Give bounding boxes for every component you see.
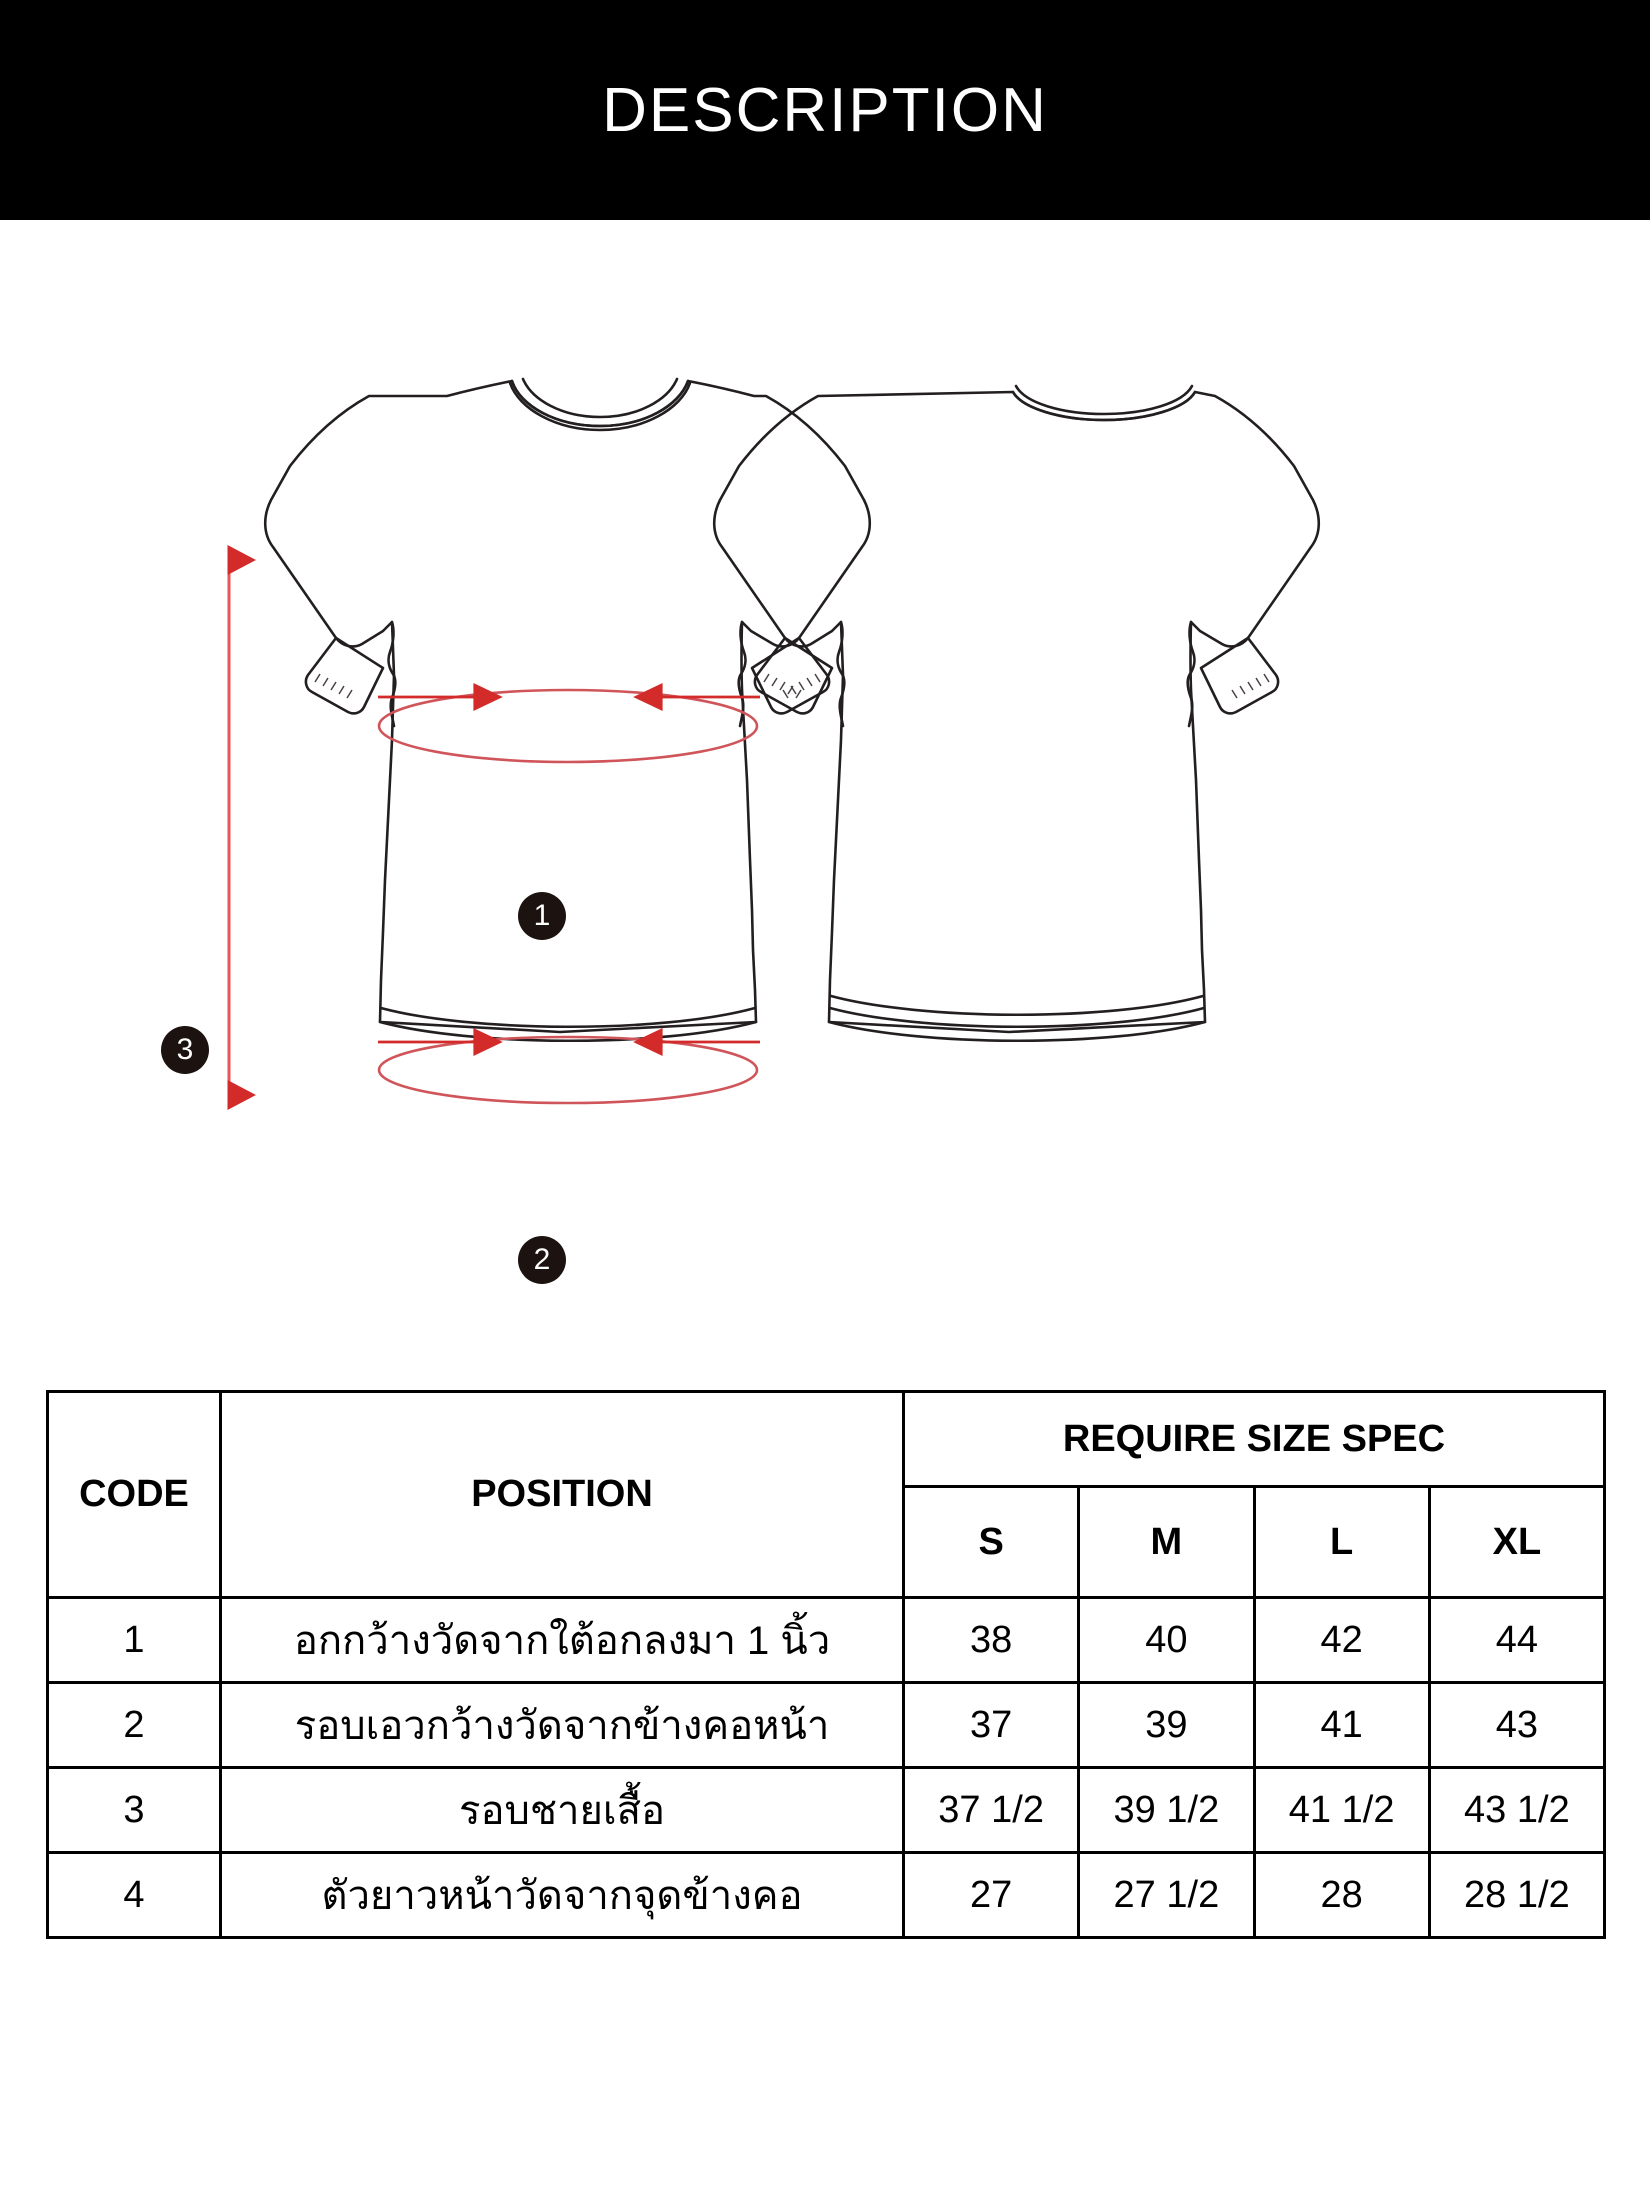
measure-marker-3: 3: [161, 1026, 209, 1074]
row-position: รอบชายเสื้อ: [221, 1768, 904, 1853]
cuff-ribbing-back: [764, 674, 1269, 698]
front-view-outline: [265, 379, 870, 1041]
row-position: อกกว้างวัดจากใต้อกลงมา 1 นิ้ว: [221, 1598, 904, 1683]
header-size-xl: XL: [1429, 1487, 1604, 1598]
sweatshirt-technical-drawing: [0, 220, 1650, 1350]
row-value-l: 41: [1254, 1683, 1429, 1768]
row-value-xl: 28 1/2: [1429, 1853, 1604, 1938]
row-code: 2: [48, 1683, 221, 1768]
row-value-s: 37 1/2: [904, 1768, 1079, 1853]
row-value-m: 27 1/2: [1079, 1853, 1254, 1938]
table-row: [48, 1683, 1605, 1768]
row-position: รอบเอวกว้างวัดจากข้างคอหน้า: [221, 1683, 904, 1768]
measure-chest-ellipse: [378, 690, 760, 762]
table-body: [48, 1598, 1605, 1938]
size-spec-table-container: [46, 1390, 1606, 1939]
row-position: ตัวยาวหน้าวัดจากจุดข้างคอ: [221, 1853, 904, 1938]
back-view-outline: [714, 386, 1319, 1041]
page-title: DESCRIPTION: [602, 75, 1048, 145]
row-value-l: 41 1/2: [1254, 1768, 1429, 1853]
row-code: 1: [48, 1598, 221, 1683]
row-code: 4: [48, 1853, 221, 1938]
header-size-m: M: [1079, 1487, 1254, 1598]
row-value-xl: 43: [1429, 1683, 1604, 1768]
row-value-m: 40: [1079, 1598, 1254, 1683]
header-code: CODE: [48, 1392, 221, 1598]
table-row: [48, 1768, 1605, 1853]
measure-hem-ellipse: [378, 1037, 760, 1103]
table-header-row-top: [48, 1392, 1605, 1487]
cuff-ribbing-front: [315, 674, 820, 698]
header-position: POSITION: [221, 1392, 904, 1598]
measure-marker-1: 1: [518, 892, 566, 940]
size-spec-table: [46, 1390, 1606, 1939]
row-code: 3: [48, 1768, 221, 1853]
header-size-s: S: [904, 1487, 1079, 1598]
garment-illustration: [0, 220, 1650, 1350]
table-row: [48, 1853, 1605, 1938]
table-head: [48, 1392, 1605, 1598]
row-value-xl: 43 1/2: [1429, 1768, 1604, 1853]
row-value-s: 37: [904, 1683, 1079, 1768]
row-value-l: 42: [1254, 1598, 1429, 1683]
measure-marker-2: 2: [518, 1236, 566, 1284]
row-value-s: 38: [904, 1598, 1079, 1683]
row-value-l: 28: [1254, 1853, 1429, 1938]
row-value-xl: 44: [1429, 1598, 1604, 1683]
table-row: [48, 1598, 1605, 1683]
row-value-m: 39: [1079, 1683, 1254, 1768]
header-require-size-spec: REQUIRE SIZE SPEC: [904, 1392, 1605, 1487]
row-value-s: 27: [904, 1853, 1079, 1938]
row-value-m: 39 1/2: [1079, 1768, 1254, 1853]
header-size-l: L: [1254, 1487, 1429, 1598]
header-banner: [0, 0, 1650, 220]
